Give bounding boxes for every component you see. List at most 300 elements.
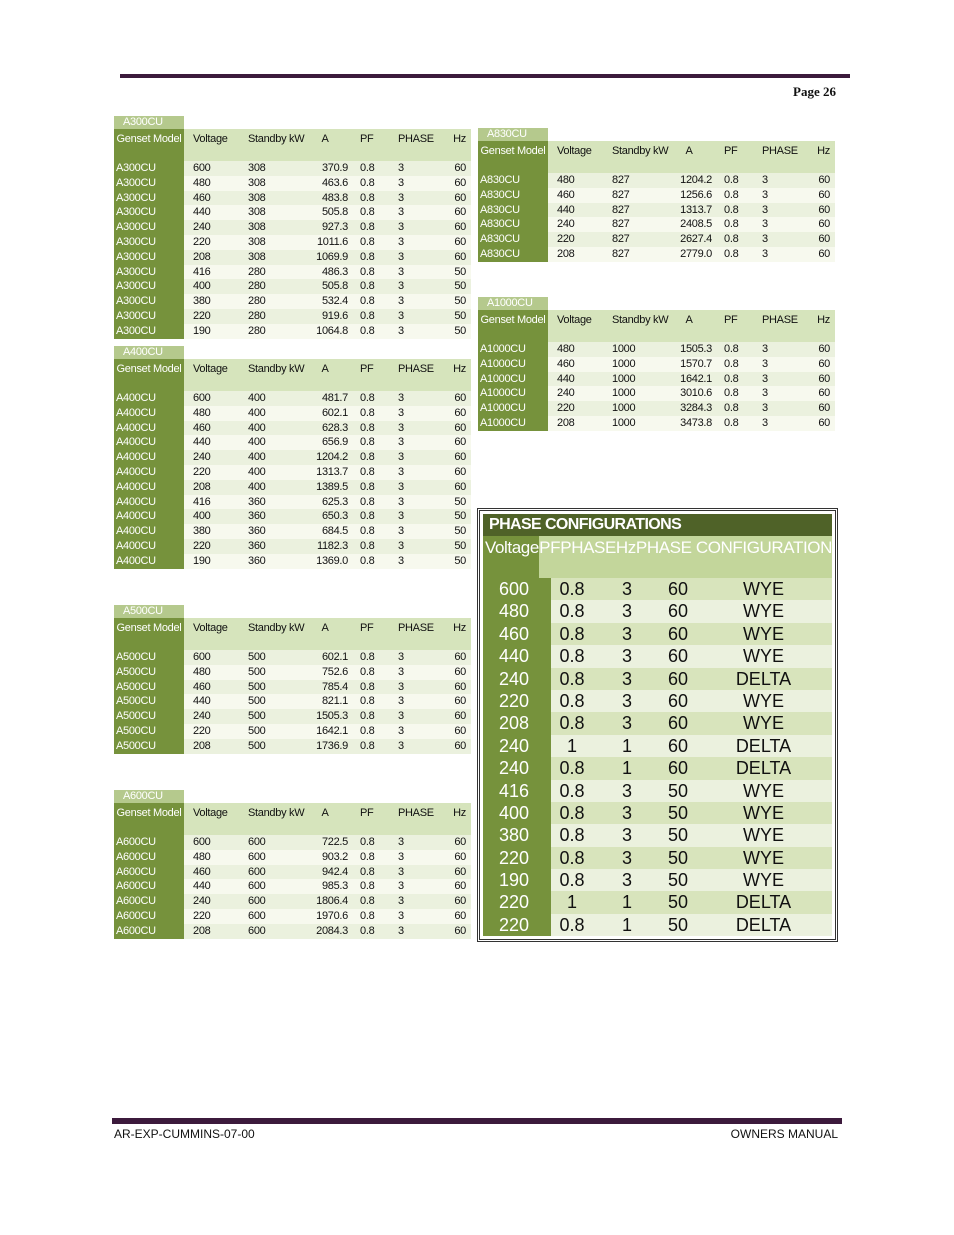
cell-genset-model: A830CU <box>478 203 548 218</box>
cell-voltage: 600 <box>483 578 551 600</box>
cell-phase: 3 <box>762 203 768 216</box>
cell-voltage: 460 <box>193 680 211 693</box>
cell-standby-kw: 400 <box>248 436 266 449</box>
cell-genset-model: A400CU <box>114 391 184 406</box>
cell-phase: 3 <box>398 221 404 234</box>
cell-voltage: 240 <box>483 735 551 757</box>
cell-standby-kw: 1000 <box>612 402 636 415</box>
cell-amps: 684.5 <box>321 525 348 538</box>
genset-table-a400cu <box>114 346 471 569</box>
cell-standby-kw: 827 <box>612 203 630 216</box>
table-row <box>478 357 835 372</box>
cell-standby-kw: 280 <box>248 265 266 278</box>
cell-voltage: 460 <box>193 191 211 204</box>
cell-pf: 0.8 <box>724 357 739 370</box>
cell-genset-model: A400CU <box>114 465 184 480</box>
cell-hz: 50 <box>454 324 466 337</box>
cell-voltage: 440 <box>193 436 211 449</box>
header-amps: A <box>321 363 329 375</box>
cell-amps: 2084.3 <box>316 924 348 937</box>
table-row <box>483 847 832 869</box>
cell-phase: 3 <box>621 780 632 801</box>
cell-phase: 3 <box>398 265 404 278</box>
cell-configuration: WYE <box>742 870 784 891</box>
cell-amps: 1204.2 <box>680 174 712 186</box>
table-row <box>483 578 832 600</box>
cell-pf: 0.8 <box>360 865 375 878</box>
cell-phase: 3 <box>398 510 404 523</box>
header-voltage: Voltage <box>193 807 228 819</box>
cell-amps: 985.3 <box>321 880 348 893</box>
cell-voltage: 240 <box>483 668 551 690</box>
table-row <box>478 232 835 247</box>
cell-amps: 486.3 <box>321 265 348 278</box>
cell-standby-kw: 400 <box>248 421 266 434</box>
cell-configuration: WYE <box>742 802 784 823</box>
header-amps: A <box>685 145 693 157</box>
cell-voltage: 380 <box>483 824 551 846</box>
header-pf: PF <box>724 145 738 157</box>
cell-pf: 0.8 <box>360 665 375 678</box>
table-row <box>114 865 471 880</box>
cell-voltage: 208 <box>193 480 211 493</box>
cell-phase: 3 <box>398 451 404 464</box>
cell-genset-model: A400CU <box>114 539 184 554</box>
cell-pf: 0.8 <box>559 690 585 711</box>
cell-hz: 60 <box>818 387 830 400</box>
cell-voltage: 400 <box>193 510 211 523</box>
footer-doc-type: OWNERS MANUAL <box>730 1127 838 1141</box>
cell-genset-model: A500CU <box>114 724 184 739</box>
header-genset-model: Genset Model <box>114 803 184 835</box>
footer-rule <box>112 1118 842 1124</box>
cell-amps: 1505.3 <box>680 343 712 355</box>
cell-pf: 0.8 <box>360 880 375 893</box>
cell-pf: 0.8 <box>724 188 739 201</box>
cell-pf: 0.8 <box>360 539 375 552</box>
cell-configuration: WYE <box>742 825 784 846</box>
cell-genset-model: A600CU <box>114 909 184 924</box>
cell-phase: 3 <box>398 710 404 723</box>
cell-pf: 0.8 <box>360 324 375 337</box>
cell-hz: 60 <box>454 924 466 937</box>
table-row <box>483 690 832 712</box>
cell-genset-model: A400CU <box>114 509 184 524</box>
cell-hz: 60 <box>667 690 689 711</box>
cell-amps: 722.5 <box>321 836 348 848</box>
cell-pf: 0.8 <box>360 836 375 848</box>
cell-phase: 3 <box>762 372 768 385</box>
cell-voltage: 480 <box>193 176 211 189</box>
cell-pf: 0.8 <box>360 909 375 922</box>
cell-pf: 0.8 <box>360 724 375 737</box>
cell-pf: 1 <box>566 892 577 913</box>
cell-standby-kw: 500 <box>248 651 266 663</box>
table-row <box>483 824 832 846</box>
cell-genset-model: A500CU <box>114 739 184 754</box>
table-row <box>114 480 471 495</box>
cell-pf: 0.8 <box>360 406 375 419</box>
cell-voltage: 208 <box>557 416 575 429</box>
cell-phase: 3 <box>398 295 404 308</box>
cell-standby-kw: 827 <box>612 188 630 201</box>
cell-phase: 3 <box>762 247 768 260</box>
cell-configuration: WYE <box>742 579 784 599</box>
cell-genset-model: A400CU <box>114 406 184 421</box>
header-voltage: Voltage <box>193 133 228 145</box>
table-row <box>114 250 471 265</box>
genset-table-a600cu <box>114 790 471 939</box>
cell-amps: 1313.7 <box>316 465 348 478</box>
cell-hz: 60 <box>818 203 830 216</box>
cell-hz: 60 <box>667 646 689 667</box>
cell-genset-model: A300CU <box>114 324 184 339</box>
header-amps: A <box>321 133 329 145</box>
cell-pf: 0.8 <box>360 280 375 293</box>
header-phase: PHASE <box>398 363 434 375</box>
cell-amps: 505.8 <box>321 280 348 293</box>
cell-pf: 0.8 <box>360 525 375 538</box>
cell-voltage: 460 <box>557 357 575 370</box>
cell-genset-model: A830CU <box>478 232 548 247</box>
cell-pf: 0.8 <box>360 250 375 263</box>
cell-genset-model: A300CU <box>114 294 184 309</box>
table-row <box>114 924 471 939</box>
table-title: A300CU <box>114 116 184 129</box>
header-phase: PHASE <box>398 807 434 819</box>
table-row <box>114 279 471 294</box>
table-row <box>114 495 471 510</box>
cell-voltage: 400 <box>483 802 551 824</box>
cell-genset-model: A830CU <box>478 217 548 232</box>
cell-hz: 60 <box>454 909 466 922</box>
cell-amps: 1736.9 <box>316 739 348 752</box>
cell-voltage: 220 <box>483 690 551 712</box>
cell-hz: 60 <box>454 665 466 678</box>
cell-amps: 628.3 <box>321 421 348 434</box>
header-phase: PHASE <box>398 622 434 634</box>
cell-phase: 3 <box>621 870 632 891</box>
cell-voltage: 220 <box>483 847 551 869</box>
cell-genset-model: A1000CU <box>478 386 548 401</box>
cell-genset-model: A600CU <box>114 879 184 894</box>
table-header <box>114 359 471 391</box>
cell-hz: 60 <box>667 623 689 644</box>
cell-phase: 3 <box>398 324 404 337</box>
cell-voltage: 220 <box>193 235 211 248</box>
cell-hz: 60 <box>667 735 689 756</box>
cell-amps: 1389.5 <box>316 480 348 493</box>
table-row <box>114 176 471 191</box>
cell-configuration: DELTA <box>735 758 792 779</box>
cell-pf: 0.8 <box>559 802 585 823</box>
table-row <box>114 391 471 406</box>
header-phase: PHASE <box>398 133 434 145</box>
header-amps: A <box>321 807 329 819</box>
cell-phase: 1 <box>621 892 632 913</box>
cell-hz: 60 <box>667 579 689 599</box>
cell-amps: 370.9 <box>321 162 348 174</box>
table-row <box>114 309 471 324</box>
table-row <box>114 835 471 850</box>
table-header <box>478 310 835 342</box>
cell-standby-kw: 360 <box>248 554 266 567</box>
cell-pf: 0.8 <box>559 914 585 935</box>
table-row <box>483 869 832 891</box>
cell-amps: 505.8 <box>321 206 348 219</box>
cell-amps: 483.8 <box>321 191 348 204</box>
cell-configuration: WYE <box>742 623 784 644</box>
cell-amps: 1369.0 <box>316 554 348 567</box>
cell-phase: 3 <box>398 406 404 419</box>
cell-amps: 2627.4 <box>680 233 712 246</box>
cell-genset-model: A300CU <box>114 220 184 235</box>
table-row <box>114 694 471 709</box>
cell-pf: 0.8 <box>360 162 375 174</box>
cell-pf: 0.8 <box>559 758 585 779</box>
cell-amps: 3473.8 <box>680 416 712 429</box>
cell-genset-model: A500CU <box>114 694 184 709</box>
cell-phase: 3 <box>398 665 404 678</box>
cell-hz: 60 <box>454 710 466 723</box>
table-title: A500CU <box>114 605 184 618</box>
header-voltage: Voltage <box>193 363 228 375</box>
header-genset-model: Genset Model <box>114 359 184 391</box>
cell-phase: 3 <box>621 623 632 644</box>
table-header <box>478 141 835 173</box>
cell-pf: 0.8 <box>360 480 375 493</box>
cell-hz: 60 <box>818 343 830 355</box>
cell-amps: 1064.8 <box>316 324 348 337</box>
header-voltage: Voltage <box>557 145 592 157</box>
cell-standby-kw: 400 <box>248 465 266 478</box>
cell-pf: 0.8 <box>360 895 375 908</box>
cell-voltage: 440 <box>557 372 575 385</box>
table-header <box>114 129 471 161</box>
cell-pf: 0.8 <box>360 680 375 693</box>
table-row <box>114 406 471 421</box>
cell-phase: 3 <box>762 402 768 415</box>
cell-hz: 60 <box>454 421 466 434</box>
cell-genset-model: A1000CU <box>478 401 548 416</box>
header-standby-kw: Standby kW <box>248 363 305 375</box>
table-row <box>114 665 471 680</box>
table-row <box>114 539 471 554</box>
cell-standby-kw: 308 <box>248 250 266 263</box>
cell-pf: 1 <box>566 735 577 756</box>
cell-hz: 60 <box>454 724 466 737</box>
cell-phase: 3 <box>621 802 632 823</box>
cell-amps: 1642.1 <box>316 724 348 737</box>
cell-standby-kw: 280 <box>248 280 266 293</box>
header-hz: Hz <box>453 622 466 634</box>
cell-amps: 481.7 <box>321 392 348 404</box>
cell-pf: 0.8 <box>559 847 585 868</box>
cell-standby-kw: 280 <box>248 324 266 337</box>
cell-pf: 0.8 <box>360 651 375 663</box>
table-row <box>483 668 832 690</box>
table-title: A1000CU <box>478 297 548 310</box>
header-hz: Hz <box>817 314 830 326</box>
cell-voltage: 240 <box>193 895 211 908</box>
cell-voltage: 440 <box>193 695 211 708</box>
cell-hz: 60 <box>454 221 466 234</box>
cell-pf: 0.8 <box>559 579 585 599</box>
cell-pf: 0.8 <box>360 850 375 863</box>
cell-pf: 0.8 <box>724 372 739 385</box>
header-phase: PHASE <box>560 538 616 557</box>
cell-amps: 3010.6 <box>680 387 712 400</box>
table-row <box>483 914 832 936</box>
cell-standby-kw: 600 <box>248 836 266 848</box>
cell-phase: 3 <box>398 162 404 174</box>
cell-phase: 3 <box>398 695 404 708</box>
cell-pf: 0.8 <box>724 247 739 260</box>
header-rule <box>120 74 850 78</box>
cell-standby-kw: 600 <box>248 924 266 937</box>
cell-voltage: 600 <box>193 651 211 663</box>
table-row <box>114 709 471 724</box>
cell-standby-kw: 500 <box>248 739 266 752</box>
header-hz: Hz <box>453 363 466 375</box>
cell-voltage: 208 <box>557 247 575 260</box>
table-row <box>478 372 835 387</box>
cell-voltage: 220 <box>193 909 211 922</box>
cell-genset-model: A830CU <box>478 247 548 262</box>
cell-voltage: 240 <box>557 218 575 231</box>
cell-pf: 0.8 <box>360 392 375 404</box>
table-row <box>478 401 835 416</box>
cell-phase: 3 <box>398 280 404 293</box>
cell-phase: 3 <box>398 191 404 204</box>
cell-genset-model: A1000CU <box>478 357 548 372</box>
header-hz: Hz <box>453 807 466 819</box>
cell-standby-kw: 308 <box>248 221 266 234</box>
cell-pf: 0.8 <box>724 416 739 429</box>
table-row <box>114 421 471 436</box>
cell-pf: 0.8 <box>559 623 585 644</box>
cell-pf: 0.8 <box>724 218 739 231</box>
table-title: A600CU <box>114 790 184 803</box>
cell-voltage: 440 <box>557 203 575 216</box>
cell-amps: 903.2 <box>321 850 348 863</box>
cell-pf: 0.8 <box>360 295 375 308</box>
cell-voltage: 440 <box>193 880 211 893</box>
cell-standby-kw: 500 <box>248 695 266 708</box>
cell-voltage: 240 <box>557 387 575 400</box>
table-row <box>114 265 471 280</box>
cell-amps: 1313.7 <box>680 203 712 216</box>
cell-hz: 60 <box>454 176 466 189</box>
table-row <box>114 554 471 569</box>
cell-phase: 3 <box>398 836 404 848</box>
cell-voltage: 480 <box>193 665 211 678</box>
cell-amps: 1806.4 <box>316 895 348 908</box>
header-amps: A <box>685 314 693 326</box>
cell-voltage: 460 <box>483 623 551 645</box>
cell-amps: 785.4 <box>321 680 348 693</box>
cell-genset-model: A400CU <box>114 554 184 569</box>
cell-hz: 60 <box>454 392 466 404</box>
cell-hz: 60 <box>454 465 466 478</box>
table-row <box>478 386 835 401</box>
cell-standby-kw: 1000 <box>612 372 636 385</box>
cell-pf: 0.8 <box>360 710 375 723</box>
cell-voltage: 220 <box>483 914 551 936</box>
table-row <box>483 623 832 645</box>
cell-phase: 3 <box>762 233 768 246</box>
cell-phase: 3 <box>762 343 768 355</box>
cell-standby-kw: 500 <box>248 680 266 693</box>
cell-phase: 3 <box>398 525 404 538</box>
cell-amps: 3284.3 <box>680 402 712 415</box>
cell-hz: 60 <box>454 880 466 893</box>
cell-pf: 0.8 <box>360 465 375 478</box>
cell-hz: 60 <box>454 191 466 204</box>
cell-genset-model: A300CU <box>114 205 184 220</box>
cell-pf: 0.8 <box>360 739 375 752</box>
cell-pf: 0.8 <box>360 451 375 464</box>
cell-pf: 0.8 <box>360 695 375 708</box>
cell-amps: 1204.2 <box>316 451 348 464</box>
cell-genset-model: A400CU <box>114 435 184 450</box>
cell-phase: 3 <box>398 421 404 434</box>
table-row <box>478 217 835 232</box>
genset-table-a500cu <box>114 605 471 754</box>
table-row <box>483 891 832 913</box>
cell-pf: 0.8 <box>360 235 375 248</box>
cell-genset-model: A500CU <box>114 650 184 665</box>
cell-phase: 3 <box>398 739 404 752</box>
cell-voltage: 416 <box>193 495 211 508</box>
header-standby-kw: Standby kW <box>248 133 305 145</box>
cell-phase: 1 <box>621 914 632 935</box>
cell-voltage: 400 <box>193 280 211 293</box>
header-pf: PF <box>360 807 374 819</box>
table-row <box>483 802 832 824</box>
cell-standby-kw: 308 <box>248 206 266 219</box>
cell-configuration: WYE <box>742 713 784 734</box>
cell-voltage: 480 <box>557 343 575 355</box>
table-row <box>114 235 471 250</box>
cell-standby-kw: 500 <box>248 665 266 678</box>
cell-phase: 3 <box>398 495 404 508</box>
cell-genset-model: A830CU <box>478 173 548 188</box>
cell-genset-model: A600CU <box>114 850 184 865</box>
cell-voltage: 600 <box>193 162 211 174</box>
cell-genset-model: A400CU <box>114 450 184 465</box>
cell-voltage: 380 <box>193 525 211 538</box>
table-row <box>114 680 471 695</box>
table-row <box>114 879 471 894</box>
cell-amps: 1505.3 <box>316 710 348 723</box>
cell-phase: 1 <box>621 758 632 779</box>
table-row <box>114 894 471 909</box>
cell-pf: 0.8 <box>559 825 585 846</box>
cell-amps: 821.1 <box>321 695 348 708</box>
cell-amps: 1970.6 <box>316 909 348 922</box>
cell-phase: 3 <box>398 865 404 878</box>
cell-genset-model: A600CU <box>114 865 184 880</box>
cell-hz: 60 <box>454 451 466 464</box>
cell-standby-kw: 360 <box>248 510 266 523</box>
header-standby-kw: Standby kW <box>612 145 669 157</box>
table-row <box>478 247 835 262</box>
cell-standby-kw: 360 <box>248 495 266 508</box>
cell-pf: 0.8 <box>724 387 739 400</box>
cell-hz: 50 <box>454 525 466 538</box>
header-pf: PF <box>539 538 561 557</box>
